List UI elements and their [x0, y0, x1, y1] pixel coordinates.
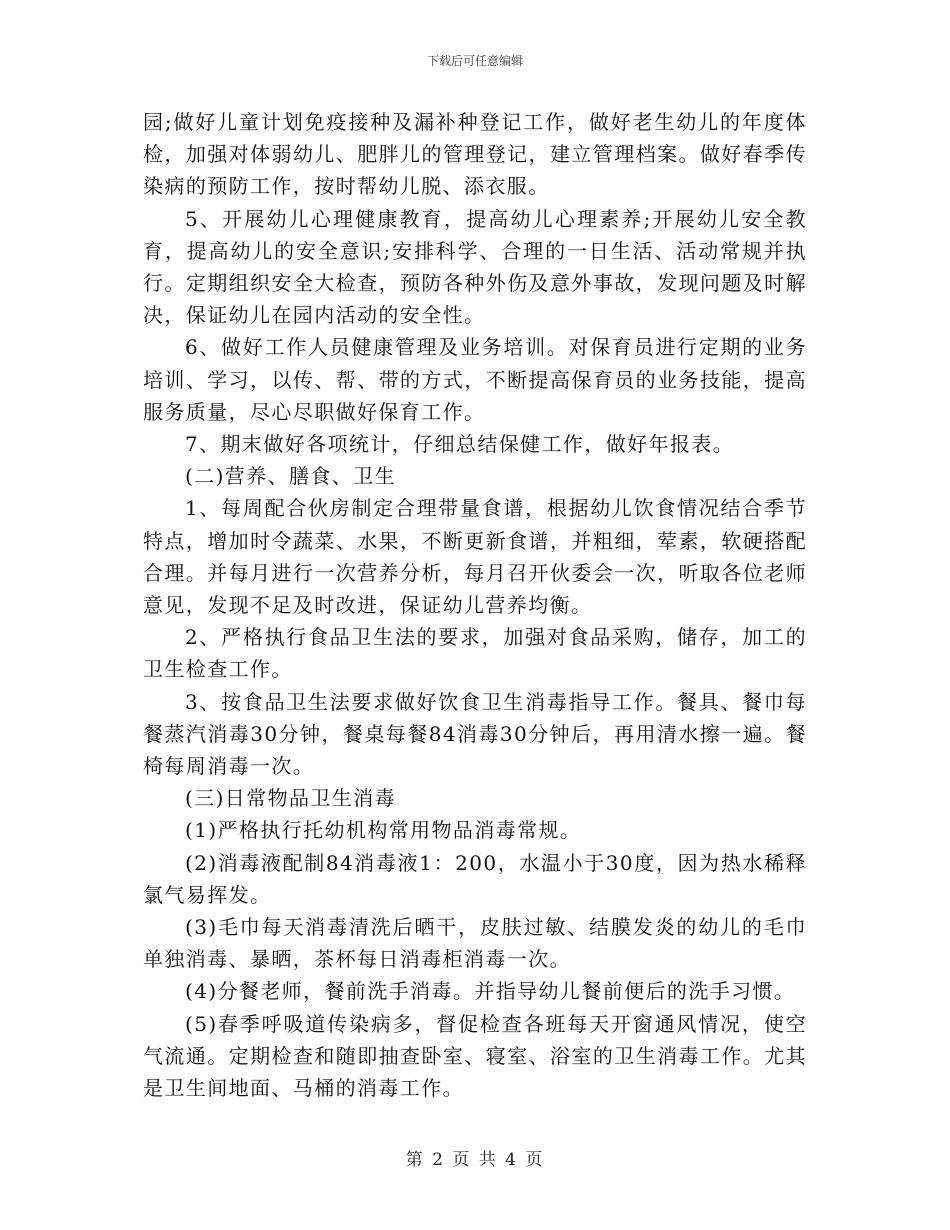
paragraph: (4)分餐老师，餐前洗手消毒。并指导幼儿餐前便后的洗手习惯。 [185, 979, 796, 1004]
paragraph: 园;做好儿童计划免疫接种及漏补种登记工作，做好老生幼儿的年度体检，加强对体弱幼儿、肥胖儿的管理登记，建立管理档案。做好春季传染病的预防工作，按时帮幼儿脱、添衣服。 [143, 110, 807, 199]
page-header: 下载后可任意编辑 [426, 54, 523, 68]
paragraph: 1、每周配合伙房制定合理带量食谱，根据幼儿饮食情况结合季节特点，增加时令蔬菜、水果，不断更新食谱，并粗细，荤素，软硬搭配合理。并每月进行一次营养分析，每月召开伙委会一次，听取各位老师意见，发现不足及时改进，保证幼儿营养均衡。 [143, 496, 807, 618]
paragraph: 3、按食品卫生法要求做好饮食卫生消毒指导工作。餐具、餐巾每餐蒸汽消毒30分钟，餐桌每餐84消毒30分钟后，再用清水擦一遍。餐椅每周消毒一次。 [143, 689, 807, 779]
section-heading: (三)日常物品卫生消毒 [185, 786, 397, 811]
paragraph: 6、做好工作人员健康管理及业务培训。对保育员进行定期的业务培训、学习，以传、帮、带的方式，不断提高保育员的业务技能，提高服务质量，尽心尽职做好保育工作。 [143, 335, 807, 424]
paragraph: (3)毛巾每天消毒清洗后晒干，皮肤过敏、结膜发炎的幼儿的毛巾单独消毒、暴晒，茶杯每日消毒柜消毒一次。 [143, 915, 807, 972]
document-body [143, 106, 807, 1104]
paragraph: (1)严格执行托幼机构常用物品消毒常规。 [185, 818, 582, 843]
section-heading: (二)营养、膳食、卫生 [185, 464, 397, 489]
paragraph: 2、严格执行食品卫生法的要求，加强对食品采购，储存，加工的卫生检查工作。 [143, 625, 807, 682]
paragraph: (5)春季呼吸道传染病多，督促检查各班每天开窗通风情况，使空气流通。定期检查和随即抽查卧室、寝室、浴室的卫生消毒工作。尤其是卫生间地面、马桶的消毒工作。 [143, 1011, 807, 1101]
paragraph: (2)消毒液配制84消毒液1：200，水温小于30度，因为热水稀释氯气易挥发。 [143, 850, 807, 907]
paragraph: 5、开展幼儿心理健康教育，提高幼儿心理素养;开展幼儿安全教育，提高幼儿的安全意识;安排科学、合理的一日生活、活动常规并执行。定期组织安全大检查，预防各种外伤及意外事故，发现问题及时解决，保证幼儿在园内活动的安全性。 [143, 206, 807, 328]
paragraph: 7、期末做好各项统计，仔细总结保健工作，做好年报表。 [185, 432, 735, 457]
page-number: 第 2 页 共 4 页 [405, 1150, 545, 1170]
